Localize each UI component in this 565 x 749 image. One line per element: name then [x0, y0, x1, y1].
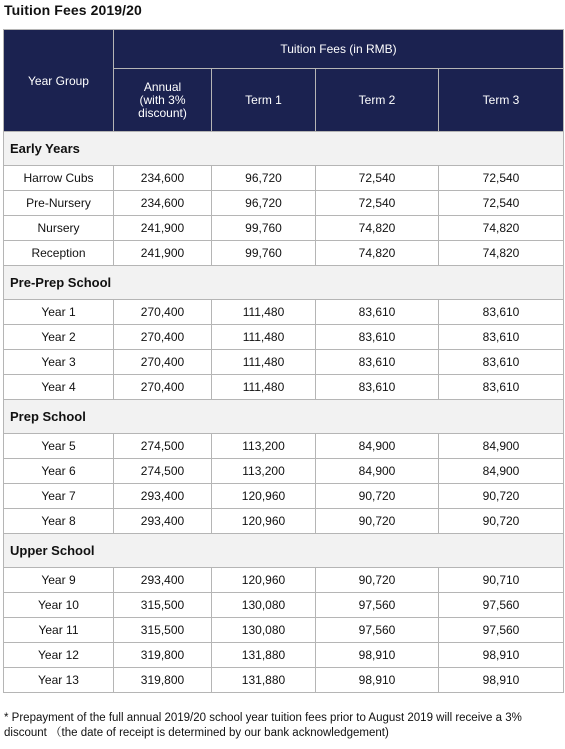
term3-header: Term 3: [439, 69, 564, 132]
term3-fee-cell: 72,540: [439, 191, 564, 216]
term2-fee-cell: 98,910: [316, 668, 439, 693]
table-row: [4, 568, 564, 593]
annual-fee-cell: 234,600: [114, 191, 212, 216]
year-group-header: Year Group: [4, 30, 114, 132]
term1-fee-cell: 113,200: [212, 434, 316, 459]
annual-fee-cell: 270,400: [114, 350, 212, 375]
year-group-cell: Year 11: [4, 618, 114, 643]
term2-fee-cell: 74,820: [316, 241, 439, 266]
table-row: [4, 668, 564, 693]
term3-fee-cell: 83,610: [439, 350, 564, 375]
annual-header-line: discount): [138, 105, 187, 120]
term3-fee-cell: 97,560: [439, 618, 564, 643]
year-group-cell: Year 1: [4, 300, 114, 325]
term1-fee-cell: 111,480: [212, 325, 316, 350]
term3-fee-cell: 84,900: [439, 459, 564, 484]
term2-fee-cell: 72,540: [316, 191, 439, 216]
term3-fee-cell: 97,560: [439, 593, 564, 618]
term2-fee-cell: 84,900: [316, 434, 439, 459]
annual-header-line: Annual: [143, 79, 182, 94]
section-row: [4, 266, 564, 300]
annual-fee-cell: 315,500: [114, 618, 212, 643]
term2-header: Term 2: [316, 69, 439, 132]
term3-fee-cell: 90,720: [439, 509, 564, 534]
term1-fee-cell: 120,960: [212, 509, 316, 534]
year-group-cell: Reception: [4, 241, 114, 266]
term2-fee-cell: 90,720: [316, 484, 439, 509]
annual-fee-cell: 274,500: [114, 459, 212, 484]
term1-fee-cell: 113,200: [212, 459, 316, 484]
table-row: [4, 325, 564, 350]
term1-fee-cell: 131,880: [212, 668, 316, 693]
term1-fee-cell: 96,720: [212, 166, 316, 191]
year-group-cell: Year 9: [4, 568, 114, 593]
annual-header: [114, 69, 212, 132]
year-group-cell: Nursery: [4, 216, 114, 241]
term1-fee-cell: 99,760: [212, 241, 316, 266]
table-row: [4, 643, 564, 668]
section-row: [4, 400, 564, 434]
table-row: [4, 350, 564, 375]
section-heading: Pre-Prep School: [4, 266, 564, 300]
term3-fee-cell: 83,610: [439, 375, 564, 400]
annual-fee-cell: 315,500: [114, 593, 212, 618]
tuition-fees-table: [3, 29, 564, 693]
annual-fee-cell: 319,800: [114, 643, 212, 668]
year-group-cell: Year 7: [4, 484, 114, 509]
table-row: [4, 375, 564, 400]
table-row: [4, 216, 564, 241]
term1-fee-cell: 120,960: [212, 484, 316, 509]
table-row: [4, 459, 564, 484]
section-row: [4, 534, 564, 568]
table-row: [4, 509, 564, 534]
term2-fee-cell: 83,610: [316, 325, 439, 350]
year-group-cell: Harrow Cubs: [4, 166, 114, 191]
term2-fee-cell: 90,720: [316, 568, 439, 593]
table-row: [4, 300, 564, 325]
term1-fee-cell: 111,480: [212, 350, 316, 375]
annual-fee-cell: 293,400: [114, 568, 212, 593]
term2-fee-cell: 90,720: [316, 509, 439, 534]
term3-fee-cell: 84,900: [439, 434, 564, 459]
term1-fee-cell: 130,080: [212, 593, 316, 618]
term2-fee-cell: 83,610: [316, 375, 439, 400]
annual-fee-cell: 293,400: [114, 509, 212, 534]
table-row: [4, 593, 564, 618]
table-row: [4, 618, 564, 643]
term3-fee-cell: 90,710: [439, 568, 564, 593]
year-group-cell: Year 8: [4, 509, 114, 534]
term3-fee-cell: 72,540: [439, 166, 564, 191]
term3-fee-cell: 74,820: [439, 216, 564, 241]
term2-fee-cell: 74,820: [316, 216, 439, 241]
year-group-cell: Year 4: [4, 375, 114, 400]
annual-fee-cell: 270,400: [114, 375, 212, 400]
term2-fee-cell: 83,610: [316, 350, 439, 375]
table-body: [4, 132, 564, 693]
annual-fee-cell: 270,400: [114, 300, 212, 325]
table-row: [4, 484, 564, 509]
term3-fee-cell: 90,720: [439, 484, 564, 509]
table-row: [4, 241, 564, 266]
section-heading: Upper School: [4, 534, 564, 568]
term1-fee-cell: 111,480: [212, 300, 316, 325]
annual-fee-cell: 270,400: [114, 325, 212, 350]
term1-fee-cell: 131,880: [212, 643, 316, 668]
year-group-cell: Year 12: [4, 643, 114, 668]
annual-fee-cell: 241,900: [114, 216, 212, 241]
term3-fee-cell: 98,910: [439, 668, 564, 693]
tuition-fees-header: Tuition Fees (in RMB): [114, 30, 564, 69]
year-group-cell: Year 5: [4, 434, 114, 459]
annual-fee-cell: 234,600: [114, 166, 212, 191]
page-title: Tuition Fees 2019/20: [4, 2, 142, 18]
term3-fee-cell: 74,820: [439, 241, 564, 266]
section-heading: Prep School: [4, 400, 564, 434]
term3-fee-cell: 83,610: [439, 325, 564, 350]
year-group-cell: Year 13: [4, 668, 114, 693]
annual-fee-cell: 274,500: [114, 434, 212, 459]
annual-fee-cell: 319,800: [114, 668, 212, 693]
term1-fee-cell: 111,480: [212, 375, 316, 400]
term2-fee-cell: 98,910: [316, 643, 439, 668]
term2-fee-cell: 83,610: [316, 300, 439, 325]
term1-fee-cell: 99,760: [212, 216, 316, 241]
term2-fee-cell: 97,560: [316, 593, 439, 618]
term3-fee-cell: 98,910: [439, 643, 564, 668]
term1-fee-cell: 96,720: [212, 191, 316, 216]
footnote: * Prepayment of the full annual 2019/20 school year tuition fees prior to August 2019 will receive a 3% discount （the date of receipt is determined by our bank acknowledgement): [4, 712, 522, 739]
term1-header: Term 1: [212, 69, 316, 132]
section-row: [4, 132, 564, 166]
annual-fee-cell: 293,400: [114, 484, 212, 509]
annual-header-line: (with 3%: [139, 92, 186, 107]
annual-fee-cell: 241,900: [114, 241, 212, 266]
term2-fee-cell: 84,900: [316, 459, 439, 484]
year-group-cell: Year 6: [4, 459, 114, 484]
term2-fee-cell: 72,540: [316, 166, 439, 191]
year-group-cell: Year 10: [4, 593, 114, 618]
term2-fee-cell: 97,560: [316, 618, 439, 643]
table-row: [4, 434, 564, 459]
term3-fee-cell: 83,610: [439, 300, 564, 325]
year-group-cell: Year 3: [4, 350, 114, 375]
term1-fee-cell: 130,080: [212, 618, 316, 643]
table-row: [4, 191, 564, 216]
year-group-cell: Pre-Nursery: [4, 191, 114, 216]
year-group-cell: Year 2: [4, 325, 114, 350]
table-row: [4, 166, 564, 191]
term1-fee-cell: 120,960: [212, 568, 316, 593]
section-heading: Early Years: [4, 132, 564, 166]
